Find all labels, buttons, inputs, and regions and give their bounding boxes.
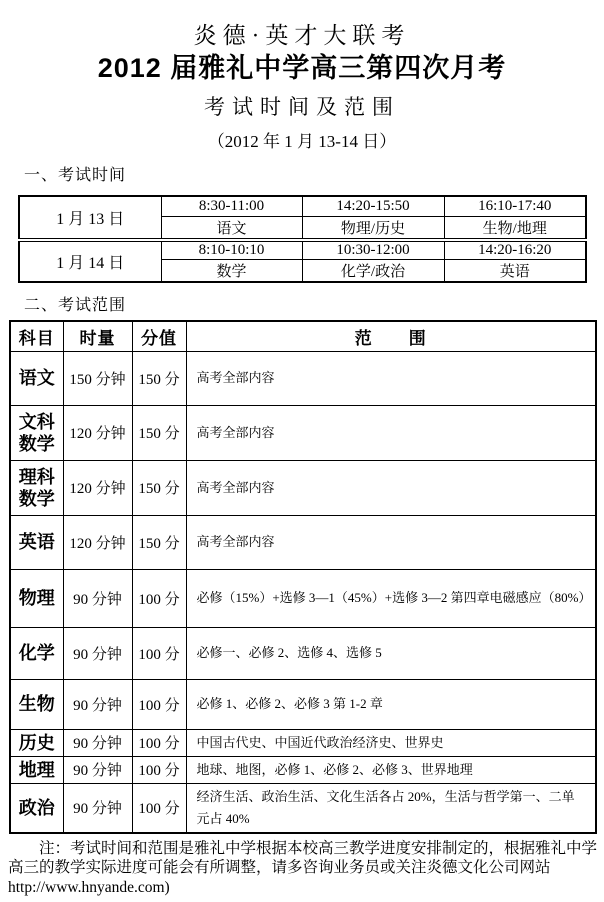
- table-row: [19, 240, 586, 260]
- duration-cell: 150 分钟: [63, 351, 132, 405]
- score-cell: 100 分: [132, 756, 186, 783]
- subject-cell: 地理: [10, 756, 63, 783]
- brand-title: 炎德·英才大联考: [193, 23, 411, 48]
- table-row: [19, 196, 586, 216]
- col-header-score: 分值: [132, 321, 186, 351]
- footer-note: [8, 839, 598, 898]
- time-cell: 14:20-16:20: [444, 240, 586, 260]
- subject-cell: 历史: [10, 729, 63, 756]
- scope-cell: 中国古代史、中国近代政治经济史、世界史: [186, 729, 596, 756]
- duration-cell: 90 分钟: [63, 729, 132, 756]
- time-cell: 10:30-12:00: [302, 240, 444, 260]
- duration-cell: 90 分钟: [63, 756, 132, 783]
- table-row: [10, 569, 596, 627]
- duration-cell: 90 分钟: [63, 569, 132, 627]
- duration-cell: 120 分钟: [63, 460, 132, 515]
- table-row: [10, 783, 596, 833]
- duration-cell: 120 分钟: [63, 515, 132, 569]
- score-cell: 100 分: [132, 729, 186, 756]
- table-row: [10, 729, 596, 756]
- date-cell: 1 月 13 日: [19, 196, 161, 240]
- scope-cell: 必修（15%）+选修 3—1（45%）+选修 3—2 第四章电磁感应（80%）: [186, 569, 596, 627]
- table-row: [10, 756, 596, 783]
- score-cell: 100 分: [132, 679, 186, 729]
- subject-cell: 政治: [10, 783, 63, 833]
- section-exam-time-heading: 一、考试时间: [24, 167, 127, 184]
- scope-cell: 高考全部内容: [186, 351, 596, 405]
- table-row: [10, 679, 596, 729]
- score-cell: 100 分: [132, 569, 186, 627]
- col-header-range: 范 围: [186, 321, 596, 351]
- subject-cell: 文科数学: [10, 405, 63, 460]
- subject-cell: 生物/地理: [444, 216, 586, 240]
- document-subtitle: 考试时间及范围: [204, 95, 400, 119]
- section-exam-scope-heading: 二、考试范围: [24, 297, 127, 314]
- subject-cell: 理科数学: [10, 460, 63, 515]
- score-cell: 150 分: [132, 515, 186, 569]
- col-header-duration: 时量: [63, 321, 132, 351]
- subject-cell: 语文: [10, 351, 63, 405]
- score-cell: 100 分: [132, 627, 186, 679]
- time-cell: 14:20-15:50: [302, 196, 444, 216]
- duration-cell: 120 分钟: [63, 405, 132, 460]
- score-cell: 100 分: [132, 783, 186, 833]
- scope-cell: 必修 1、必修 2、必修 3 第 1-2 章: [186, 679, 596, 729]
- scope-cell: 高考全部内容: [186, 405, 596, 460]
- duration-cell: 90 分钟: [63, 679, 132, 729]
- subject-cell: 英语: [10, 515, 63, 569]
- date-line: （2012 年 1 月 13-14 日）: [207, 132, 397, 151]
- time-cell: 8:30-11:00: [161, 196, 302, 216]
- subject-cell: 化学: [10, 627, 63, 679]
- subject-cell: 物理/历史: [302, 216, 444, 240]
- table-row: [10, 405, 596, 460]
- subject-cell: 化学/政治: [302, 260, 444, 283]
- scope-cell: 高考全部内容: [186, 460, 596, 515]
- table-header-row: [10, 321, 596, 351]
- scope-cell: 高考全部内容: [186, 515, 596, 569]
- scope-cell: 经济生活、政治生活、文化生活各占 20%，生活与哲学第一、二单元占 40%: [186, 783, 596, 833]
- score-cell: 150 分: [132, 351, 186, 405]
- page-title: 2012 届雅礼中学高三第四次月考: [97, 53, 507, 83]
- scope-cell: 必修一、必修 2、选修 4、选修 5: [186, 627, 596, 679]
- subject-cell: 生物: [10, 679, 63, 729]
- score-cell: 150 分: [132, 460, 186, 515]
- duration-cell: 90 分钟: [63, 627, 132, 679]
- exam-scope-table: [9, 320, 597, 834]
- note-line: 高三的教学实际进度可能会有所调整，请多咨询业务员或关注炎德文化公司网站: [8, 859, 551, 876]
- table-row: [10, 515, 596, 569]
- exam-time-table: [18, 195, 587, 283]
- scope-cell: 地球、地图，必修 1、必修 2、必修 3、世界地理: [186, 756, 596, 783]
- subject-cell: 数学: [161, 260, 302, 283]
- date-cell: 1 月 14 日: [19, 240, 161, 283]
- col-header-subject: 科目: [10, 321, 63, 351]
- subject-cell: 语文: [161, 216, 302, 240]
- time-cell: 8:10-10:10: [161, 240, 302, 260]
- subject-cell: 物理: [10, 569, 63, 627]
- score-cell: 150 分: [132, 405, 186, 460]
- note-line: 注：考试时间和范围是雅礼中学根据本校高三教学进度安排制定的，根据雅礼中学: [39, 839, 598, 857]
- time-cell: 16:10-17:40: [444, 196, 586, 216]
- duration-cell: 90 分钟: [63, 783, 132, 833]
- table-row: [10, 627, 596, 679]
- note-url: http://www.hnyande.com): [8, 878, 170, 896]
- table-row: [10, 460, 596, 515]
- subject-cell: 英语: [444, 260, 586, 283]
- table-row: [10, 351, 596, 405]
